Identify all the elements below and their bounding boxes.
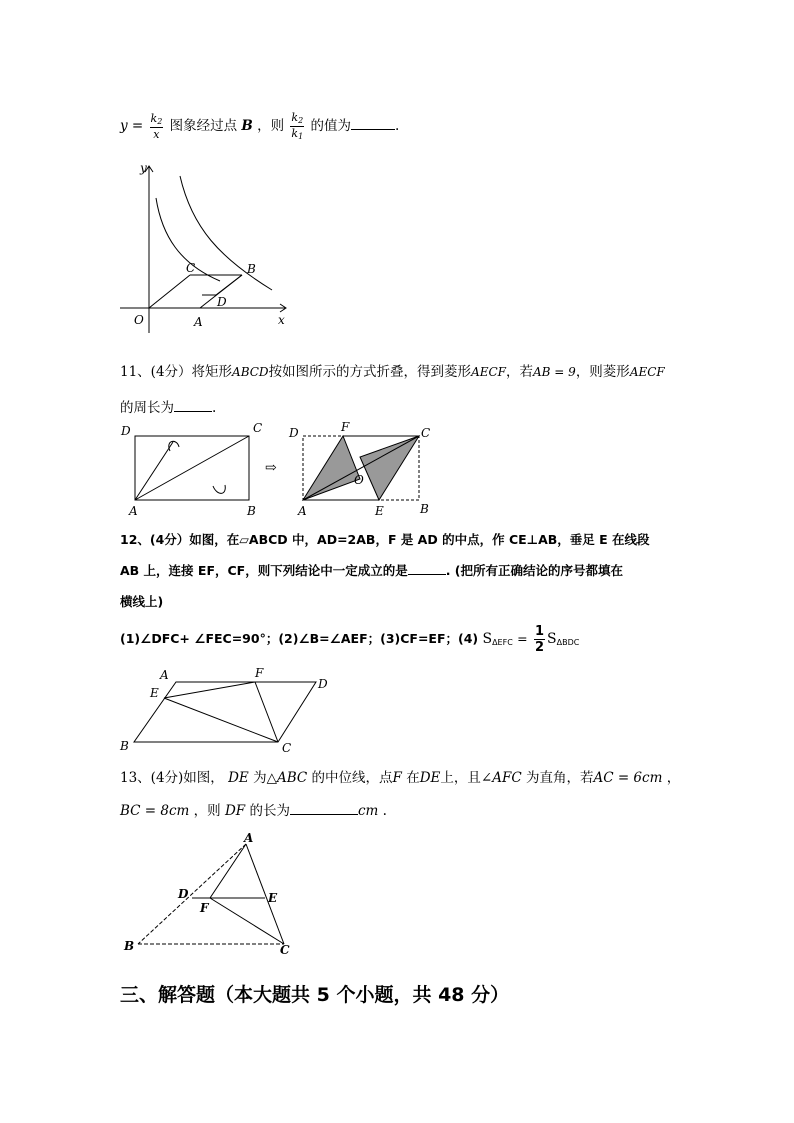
label-c: C — [186, 261, 196, 275]
shaded-triangle-right — [360, 436, 419, 500]
q11-line-1: 11、(4分）将矩形ABCD按如图所示的方式折叠，得到菱形AECF，若AB = 9，则菱形AECF — [120, 364, 665, 380]
side-ab — [138, 844, 246, 944]
q10-y-eq: y = — [120, 118, 144, 134]
q12-answer-blank — [408, 562, 446, 575]
q11-figure — [115, 418, 445, 520]
q12-line-1: 12、(4分）如图，在▱ABCD 中，AD=2AB，F 是 AD 的中点，作 CE⊥AB，垂足 E 在线段 — [120, 532, 650, 547]
label-a: A — [160, 668, 169, 682]
q11-answer-blank — [174, 399, 212, 412]
q10-line: y = $\frac{k_2}{x}$ 图象经过点 B ，则 $\frac{k_2}{k_1}$ 的值为 . — [120, 111, 400, 141]
segment-ec — [164, 698, 278, 742]
q10-text-2: ，则 — [257, 118, 285, 134]
label-f: F — [200, 901, 209, 915]
q10-fraction-k2-over-x: $\frac{k_2}{x}$ — [150, 112, 163, 141]
diagonal-ac — [135, 436, 249, 500]
q10-answer-blank — [351, 117, 395, 130]
q10-text-3: 的值为 — [310, 118, 351, 134]
label-b: B — [247, 504, 256, 518]
label-a: A — [244, 832, 254, 845]
q12-figure — [112, 664, 337, 756]
q12-line-2: AB 上，连接 EF，CF，则下列结论中一定成立的是 . (把所有正确结论的序号都填在 — [120, 563, 624, 578]
q12-options: (1)∠DFC+ ∠FEC=90°；(2)∠B=∠AEF；(3)CF=EF；(4) $S_{\Delta EFC}$ = $\frac{1}{2}$ $S_{\Delta BDC}$ — [120, 624, 580, 655]
label-d: D — [178, 887, 189, 901]
q13-line-1: 13、(4分)如图， DE 为△ABC 的中位线，点F 在DE上，且∠AFC 为直角，若AC = 6cm ， — [120, 770, 681, 786]
side-ac — [246, 844, 284, 944]
segment-fc — [255, 682, 278, 742]
label-e: E — [150, 686, 159, 700]
diagonal-ac-2 — [303, 436, 419, 500]
label-b: B — [247, 262, 256, 276]
label-b: B — [124, 939, 135, 953]
shaded-triangle-left — [303, 436, 360, 500]
label-c: C — [282, 741, 292, 755]
q11-line-2: 的周长为 . — [120, 400, 217, 416]
fold-line-left — [135, 442, 173, 500]
label-d2: D — [289, 426, 299, 440]
segment-af — [210, 844, 246, 898]
label-e: E — [375, 504, 384, 518]
section-heading: 三、解答题（本大题共 5 个小题，共 48 分） — [120, 984, 510, 1006]
label-y: y — [140, 161, 147, 175]
label-f: F — [255, 666, 264, 680]
fold-arrow-bottom-icon — [213, 485, 225, 493]
label-a2: A — [298, 504, 307, 518]
label-b2: B — [420, 502, 429, 516]
label-e: E — [268, 891, 278, 905]
q13-line-2: BC = 8cm ，则 DF 的长为 cm . — [120, 803, 387, 819]
label-c: C — [253, 421, 263, 435]
label-c: C — [280, 943, 290, 957]
q10-text-1: 图象经过点 — [169, 118, 238, 134]
label-d: D — [217, 295, 227, 309]
label-a: A — [194, 315, 203, 329]
q10-fraction-k2-over-k1: $\frac{k_2}{k_1}$ — [291, 111, 304, 141]
parallelogram-abcd — [134, 682, 316, 742]
q13-figure — [118, 832, 318, 960]
q10-point-b: B — [241, 118, 253, 134]
q13-answer-blank — [290, 802, 358, 815]
segment-ef — [164, 682, 255, 698]
label-b: B — [120, 739, 129, 753]
segment-oc — [149, 275, 190, 308]
label-d: D — [318, 677, 328, 691]
label-o: O — [354, 473, 364, 487]
transform-arrow-icon: ⇨ — [265, 460, 277, 476]
label-x: x — [278, 313, 285, 327]
q12-fraction-half: $\frac{1}{2}$ — [535, 624, 545, 655]
label-f: F — [341, 420, 350, 434]
q10-figure — [110, 158, 300, 333]
label-a: A — [129, 504, 138, 518]
label-o: O — [134, 313, 144, 327]
q12-line-3: 横线上) — [120, 594, 164, 609]
label-c2: C — [421, 426, 431, 440]
label-d: D — [121, 424, 131, 438]
